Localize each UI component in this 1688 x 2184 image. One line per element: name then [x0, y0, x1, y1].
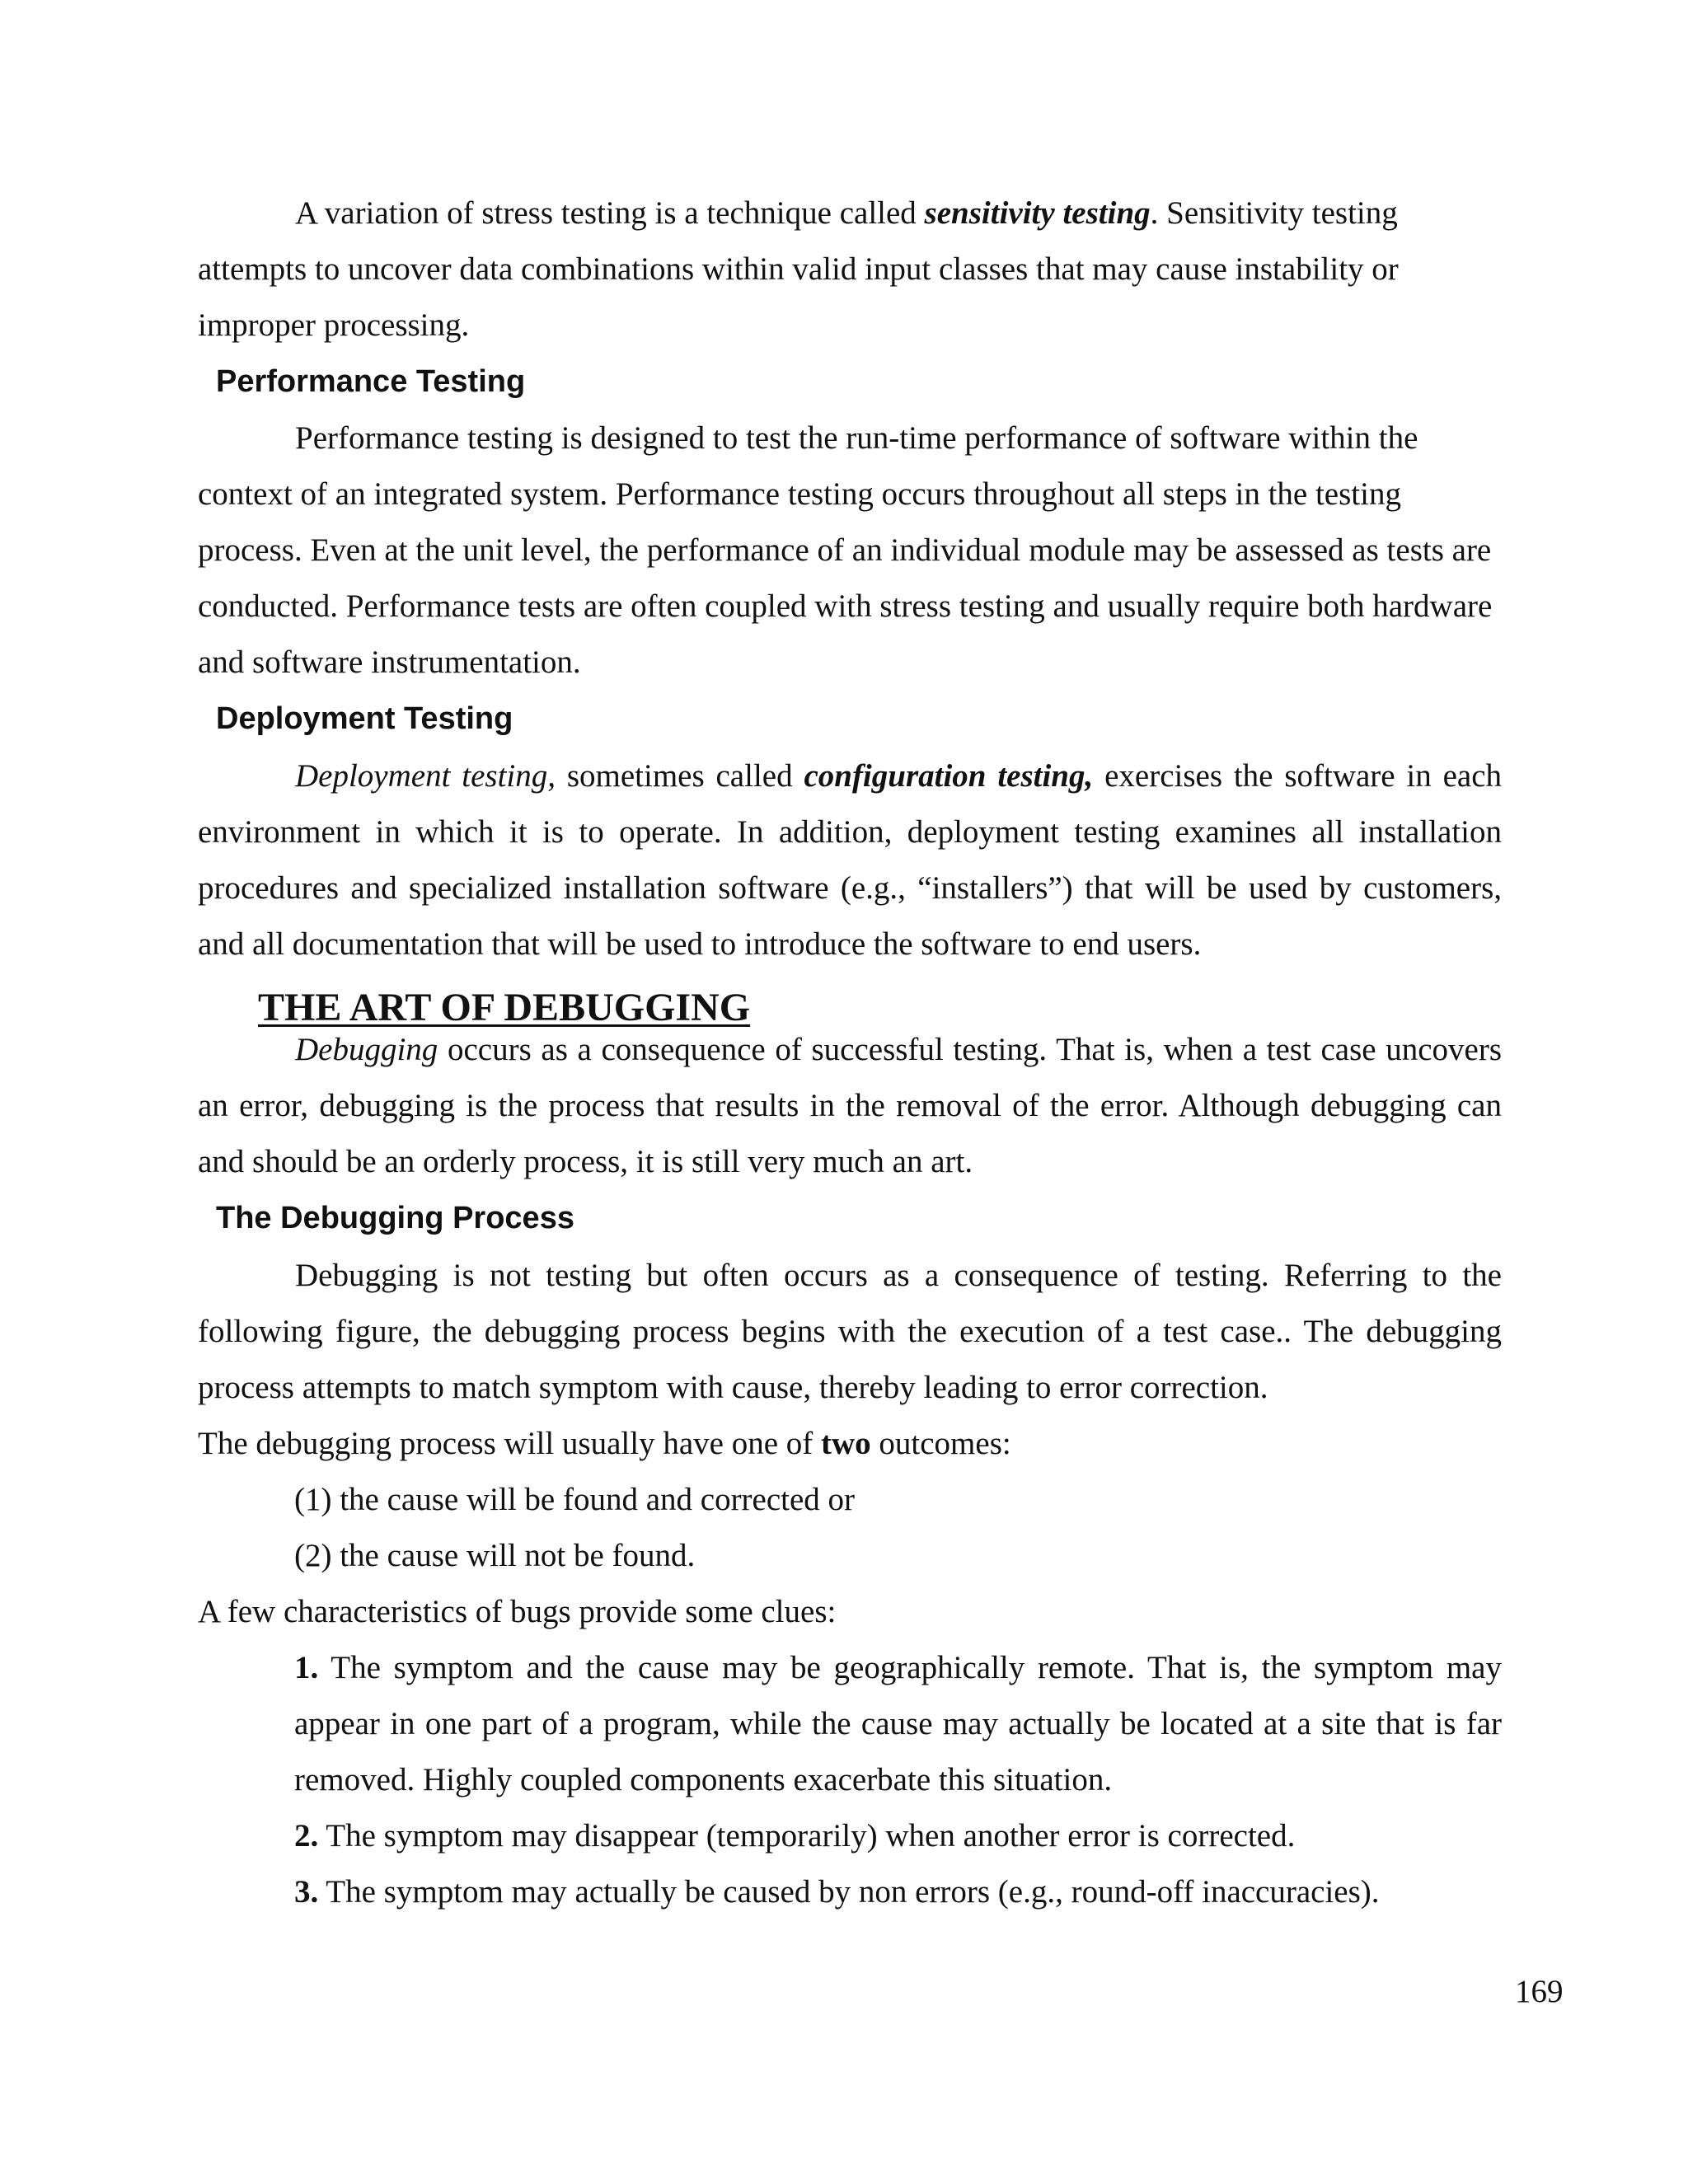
- clue-item-3: [294, 1864, 1502, 1920]
- text-run: exercises the software in each environment in which it is to operate. In addition, deployment testing examines all installation procedures and specialized installation software (e.g., “installers”) that will be used by customers, and all documentation that will be used to introduce the software to end users.: [198, 758, 1503, 962]
- paragraph-performance-testing: Performance testing is designed to test the run-time performance of software within the context of an integrated system. Performance testing occurs throughout all steps in the testing process. Even at the unit level, the performance of an individual module may be assessed as tests are conducted. Performance tests are often coupled with stress testing and usually require both hardware and software instrumentation.: [198, 420, 1493, 680]
- clue-text: The symptom and the cause may be geographically remote. That is, the symptom may appear in one part of a program, while the cause may actually be located at a site that is far removed. Highly coupled components exacerbate this situation.: [294, 1650, 1502, 1797]
- term-sensitivity-testing: sensitivity testing: [924, 195, 1151, 231]
- term-deployment-testing: Deployment testing,: [295, 758, 556, 794]
- clue-text: The symptom may disappear (temporarily) when another error is corrected.: [318, 1818, 1296, 1854]
- text-run: occurs as a consequence of successful testing. That is, when a test case uncovers an error, debugging is the process that results in the removal of the error. Although debugging can and should be an orderly process, it is still very much an art.: [198, 1032, 1502, 1179]
- paragraph-sensitivity-testing: [198, 185, 1502, 354]
- heading-debugging-process: The Debugging Process: [216, 1201, 574, 1235]
- heading-deployment-testing: Deployment Testing: [216, 701, 513, 736]
- clue-item-1: [294, 1640, 1502, 1808]
- paragraph-debugging-process: Debugging is not testing but often occurs as a consequence of testing. Referring to the following figure, the debugging process begins with the execution of a test case.. The debugging process attempts to match symptom with cause, thereby leading to error correction.: [198, 1258, 1502, 1405]
- clue-number: 3.: [294, 1874, 319, 1910]
- text-run: A variation of stress testing is a technique called: [295, 195, 925, 231]
- outcome-item-2: (2) the cause will not be found.: [294, 1538, 696, 1573]
- text-run: sometimes called: [556, 758, 804, 794]
- text-run: . Sensitivity testing attempts to uncover data combinations within valid input classes that may cause instability or improper processing.: [198, 195, 1399, 343]
- page-number: 169: [1515, 1974, 1564, 2009]
- clue-number: 1.: [294, 1650, 319, 1685]
- paragraph-art-of-debugging: [198, 1022, 1502, 1190]
- paragraph-clues-intro: A few characteristics of bugs provide some clues:: [198, 1594, 837, 1629]
- clue-number: 2.: [294, 1818, 319, 1854]
- outcome-item-1: (1) the cause will be found and corrected or: [294, 1482, 856, 1517]
- text-run: outcomes:: [870, 1426, 1011, 1461]
- paragraph-outcomes: [198, 1416, 1502, 1472]
- term-debugging: Debugging: [295, 1032, 438, 1067]
- text-run: The debugging process will usually have one of: [198, 1426, 821, 1461]
- clue-item-2: [294, 1808, 1502, 1864]
- heading-art-of-debugging: THE ART OF DEBUGGING: [258, 986, 751, 1029]
- term-configuration-testing: configuration testing,: [804, 758, 1094, 794]
- emphasis-two: two: [821, 1426, 871, 1461]
- clue-text: The symptom may actually be caused by non errors (e.g., round-off inaccuracies).: [318, 1874, 1380, 1910]
- paragraph-deployment-testing: [198, 748, 1502, 972]
- heading-performance-testing: Performance Testing: [216, 364, 526, 399]
